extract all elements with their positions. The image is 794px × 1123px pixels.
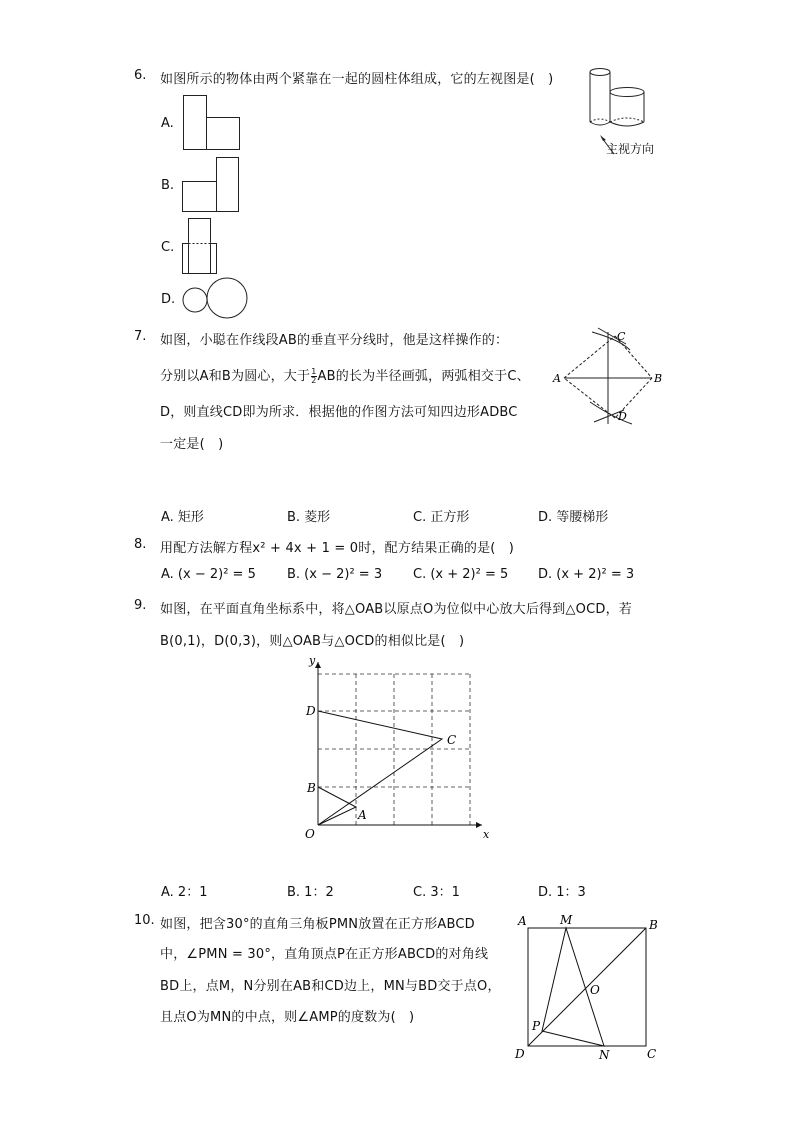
- point-a-label: A: [553, 372, 561, 385]
- q7-option-b[interactable]: B. 菱形: [287, 510, 331, 525]
- q9-option-c[interactable]: C. 3：1: [413, 885, 460, 900]
- x-axis-arrow-icon: [476, 822, 482, 828]
- q9-option-d[interactable]: D. 1：3: [538, 885, 586, 900]
- point-o-label: O: [590, 983, 600, 997]
- point-c-label: C: [447, 733, 457, 747]
- triangle-oab: [318, 787, 356, 825]
- q6-option-a-label[interactable]: A.: [161, 116, 174, 131]
- q7-stem-line4: 一定是( ): [160, 437, 224, 452]
- q7-line2-start: 分别以A和B为圆心，大于: [160, 369, 311, 384]
- q8-stem: 用配方法解方程x² + 4x + 1 = 0时，配方结果正确的是( ): [160, 541, 515, 556]
- q10-stem-line2: 中，∠PMN = 30°，直角顶点P在正方形ABCD的对角线: [160, 947, 489, 962]
- q10-stem-line4: 且点O为MN的中点，则∠AMP的度数为( ): [160, 1010, 415, 1025]
- point-b-label: B: [654, 372, 663, 385]
- y-axis-arrow-icon: [315, 662, 321, 668]
- q7-option-d[interactable]: D. 等腰梯形: [538, 510, 609, 525]
- point-b-label: B: [649, 918, 658, 932]
- q8-number: 8.: [134, 537, 147, 552]
- x-axis-label: x: [483, 828, 490, 841]
- point-c-label: C: [647, 1047, 657, 1061]
- q8-option-a[interactable]: A. (x − 2)² = 5: [161, 567, 256, 582]
- q7-option-c[interactable]: C. 正方形: [413, 510, 470, 525]
- q9-stem-line2: B(0,1)，D(0,3)，则△OAB与△OCD的相似比是( ): [160, 634, 465, 649]
- q9-option-a[interactable]: A. 2：1: [161, 885, 208, 900]
- q10-square-figure: [512, 910, 668, 1066]
- q9-option-b[interactable]: B. 1：2: [287, 885, 334, 900]
- one-half-fraction: [311, 368, 316, 385]
- q8-option-d[interactable]: D. (x + 2)² = 3: [538, 567, 635, 582]
- point-d-label: D: [306, 704, 316, 718]
- q10-stem-line3: BD上，点M，N分别在AB和CD边上，MN与BD交于点O，: [160, 979, 501, 994]
- q7-stem-line1: 如图，小聪在作线段AB的垂直平分线时，他是这样操作的：: [160, 333, 509, 348]
- q6-option-a-figure: [180, 94, 244, 152]
- q8-option-b[interactable]: B. (x − 2)² = 3: [287, 567, 383, 582]
- q6-option-b-label[interactable]: B.: [161, 178, 175, 193]
- origin-label: O: [305, 827, 315, 841]
- triangle-ocd: [318, 711, 442, 825]
- point-d-label: D: [618, 410, 627, 423]
- fraction-denominator: 2: [311, 376, 317, 385]
- q7-line2-end: AB的长为半径画弧，两弧相交于C、: [317, 369, 530, 384]
- q6-view-direction-label: 主视方向: [606, 142, 655, 156]
- point-d-label: D: [515, 1047, 525, 1061]
- q6-option-d-figure: [180, 276, 252, 322]
- q9-number: 9.: [134, 598, 147, 613]
- point-p-label: P: [532, 1019, 541, 1033]
- q6-option-b-figure: [180, 156, 244, 214]
- q6-option-c-label[interactable]: C.: [161, 240, 175, 255]
- q6-option-d-label[interactable]: D.: [161, 292, 176, 307]
- point-n-label: N: [599, 1048, 610, 1062]
- q9-coordinate-figure: [296, 652, 496, 844]
- fraction-numerator: 1: [311, 367, 317, 376]
- q6-option-c-figure: [180, 216, 224, 276]
- q7-option-a[interactable]: A. 矩形: [161, 510, 204, 525]
- q10-number: 10.: [134, 913, 155, 928]
- grid-lines: [318, 674, 470, 825]
- point-m-label: M: [560, 913, 573, 927]
- q6-number: 6.: [134, 68, 147, 83]
- q7-stem-line3: D，则直线CD即为所求．根据他的作图方法可知四边形ADBC: [160, 405, 518, 420]
- y-axis-label: y: [309, 654, 316, 667]
- point-a-label: A: [518, 914, 527, 928]
- point-a-label: A: [358, 808, 367, 822]
- diagonal-bd: [528, 928, 646, 1046]
- q8-option-c[interactable]: C. (x + 2)² = 5: [413, 567, 509, 582]
- q7-stem-line2: [160, 365, 530, 385]
- q7-number: 7.: [134, 329, 147, 344]
- q10-stem-line1: 如图，把含30°的直角三角板PMN放置在正方形ABCD: [160, 917, 475, 932]
- point-c-label: C: [617, 330, 626, 343]
- point-b-label: B: [307, 781, 316, 795]
- q6-stem: 如图所示的物体由两个紧靠在一起的圆柱体组成，它的左视图是( ): [160, 72, 554, 87]
- q9-stem-line1: 如图，在平面直角坐标系中，将△OAB以原点O为位似中心放大后得到△OCD，若: [160, 602, 632, 617]
- q7-perpendicular-bisector-figure: [550, 326, 668, 430]
